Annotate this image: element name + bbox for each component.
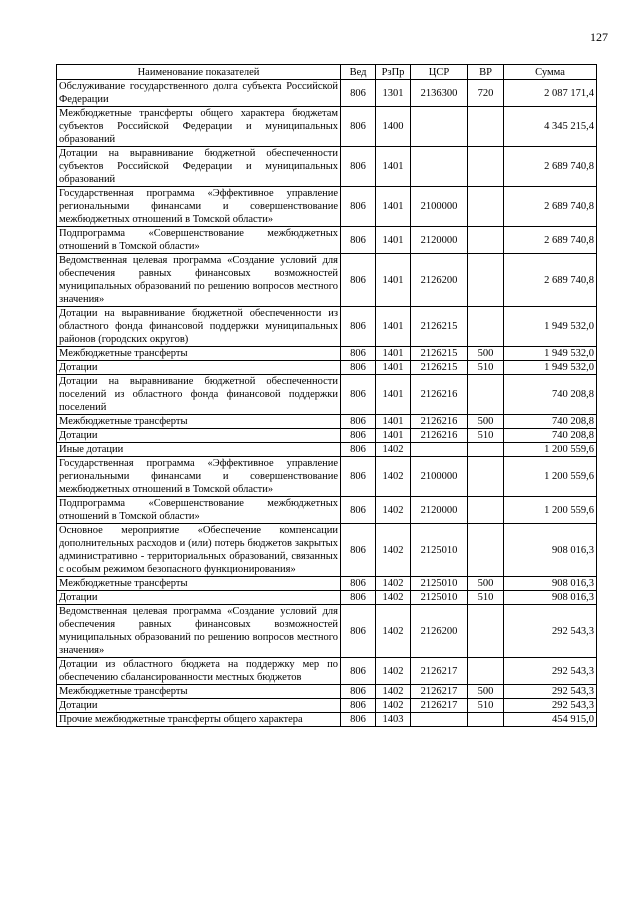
cell-csr: 2100000 [411, 457, 468, 497]
cell-ved: 806 [341, 591, 376, 605]
cell-ved: 806 [341, 375, 376, 415]
cell-csr [411, 107, 468, 147]
cell-sum: 1 949 532,0 [504, 347, 597, 361]
table-row [57, 429, 597, 443]
cell-rzpr: 1403 [376, 713, 411, 727]
table-row [57, 577, 597, 591]
cell-vr [468, 713, 504, 727]
cell-name: Межбюджетные трансферты [57, 347, 341, 361]
cell-csr: 2126215 [411, 347, 468, 361]
table-row [57, 605, 597, 658]
cell-csr: 2126215 [411, 361, 468, 375]
cell-ved: 806 [341, 605, 376, 658]
cell-ved: 806 [341, 187, 376, 227]
cell-sum: 908 016,3 [504, 577, 597, 591]
cell-name: Дотации на выравнивание бюджетной обеспеченности субъектов Российской Федерации и муниципальных образований [57, 147, 341, 187]
cell-csr: 2120000 [411, 227, 468, 254]
cell-ved: 806 [341, 254, 376, 307]
cell-rzpr: 1402 [376, 605, 411, 658]
cell-sum: 292 543,3 [504, 658, 597, 685]
cell-rzpr: 1401 [376, 227, 411, 254]
table-row [57, 443, 597, 457]
cell-csr: 2125010 [411, 591, 468, 605]
cell-csr: 2120000 [411, 497, 468, 524]
cell-name: Подпрограмма «Совершенствование межбюджетных отношений в Томской области» [57, 497, 341, 524]
cell-name: Государственная программа «Эффективное управление региональными финансами и совершенствование межбюджетных отношений в Томской области» [57, 187, 341, 227]
cell-vr: 500 [468, 577, 504, 591]
cell-vr: 720 [468, 80, 504, 107]
cell-ved: 806 [341, 713, 376, 727]
cell-sum: 292 543,3 [504, 605, 597, 658]
table-row [57, 347, 597, 361]
cell-csr: 2126216 [411, 415, 468, 429]
cell-rzpr: 1402 [376, 591, 411, 605]
header-rzpr: РзПр [376, 65, 411, 80]
cell-vr [468, 457, 504, 497]
cell-csr [411, 713, 468, 727]
cell-sum: 1 200 559,6 [504, 457, 597, 497]
cell-csr: 2126216 [411, 429, 468, 443]
cell-sum: 292 543,3 [504, 685, 597, 699]
cell-vr [468, 443, 504, 457]
cell-name: Прочие межбюджетные трансферты общего характера [57, 713, 341, 727]
cell-rzpr: 1402 [376, 685, 411, 699]
cell-sum: 1 949 532,0 [504, 307, 597, 347]
cell-sum: 1 949 532,0 [504, 361, 597, 375]
cell-vr: 500 [468, 685, 504, 699]
table-row [57, 713, 597, 727]
cell-vr [468, 227, 504, 254]
cell-name: Дотации из областного бюджета на поддержку мер по обеспечению сбалансированности местных бюджетов [57, 658, 341, 685]
cell-ved: 806 [341, 307, 376, 347]
table-row [57, 591, 597, 605]
cell-csr: 2126200 [411, 254, 468, 307]
cell-name: Дотации на выравнивание бюджетной обеспеченности из областного фонда финансовой поддержки муниципальных районов (городских округов) [57, 307, 341, 347]
table-row [57, 187, 597, 227]
cell-rzpr: 1401 [376, 307, 411, 347]
cell-name: Основное мероприятие «Обеспечение компенсации дополнительных расходов и (или) потерь бюджетов закрытых административно - территориальных образований, связанных с особым режимом безопасного функционирования» [57, 524, 341, 577]
cell-rzpr: 1401 [376, 147, 411, 187]
cell-sum: 740 208,8 [504, 429, 597, 443]
cell-ved: 806 [341, 361, 376, 375]
cell-vr: 510 [468, 361, 504, 375]
header-ved: Вед [341, 65, 376, 80]
cell-ved: 806 [341, 658, 376, 685]
cell-sum: 740 208,8 [504, 375, 597, 415]
table-header-row [57, 65, 597, 80]
cell-rzpr: 1402 [376, 658, 411, 685]
cell-ved: 806 [341, 147, 376, 187]
cell-csr: 2126216 [411, 375, 468, 415]
cell-rzpr: 1402 [376, 443, 411, 457]
cell-csr: 2126215 [411, 307, 468, 347]
table-row [57, 107, 597, 147]
cell-rzpr: 1401 [376, 254, 411, 307]
cell-vr: 500 [468, 415, 504, 429]
cell-rzpr: 1402 [376, 524, 411, 577]
cell-vr: 510 [468, 429, 504, 443]
cell-name: Межбюджетные трансферты [57, 415, 341, 429]
cell-vr: 510 [468, 591, 504, 605]
cell-name: Государственная программа «Эффективное управление региональными финансами и совершенствование межбюджетных отношений в Томской области» [57, 457, 341, 497]
cell-rzpr: 1301 [376, 80, 411, 107]
cell-ved: 806 [341, 415, 376, 429]
cell-rzpr: 1402 [376, 699, 411, 713]
cell-rzpr: 1400 [376, 107, 411, 147]
table-row [57, 227, 597, 254]
header-vr: ВР [468, 65, 504, 80]
cell-ved: 806 [341, 347, 376, 361]
cell-name: Дотации [57, 429, 341, 443]
cell-sum: 1 200 559,6 [504, 497, 597, 524]
cell-vr: 500 [468, 347, 504, 361]
cell-rzpr: 1401 [376, 415, 411, 429]
table-row [57, 415, 597, 429]
cell-name: Ведомственная целевая программа «Создание условий для обеспечения равных финансовых возможностей муниципальных образований по решению вопросов местного значения» [57, 254, 341, 307]
cell-csr: 2100000 [411, 187, 468, 227]
table-row [57, 685, 597, 699]
cell-rzpr: 1402 [376, 497, 411, 524]
table-body [57, 80, 597, 727]
cell-rzpr: 1401 [376, 187, 411, 227]
cell-ved: 806 [341, 80, 376, 107]
cell-name: Иные дотации [57, 443, 341, 457]
cell-name: Обслуживание государственного долга субъекта Российской Федерации [57, 80, 341, 107]
cell-vr [468, 658, 504, 685]
cell-ved: 806 [341, 443, 376, 457]
cell-csr: 2136300 [411, 80, 468, 107]
cell-csr: 2125010 [411, 577, 468, 591]
budget-table [56, 64, 597, 727]
cell-sum: 2 689 740,8 [504, 227, 597, 254]
cell-sum: 2 689 740,8 [504, 147, 597, 187]
cell-ved: 806 [341, 577, 376, 591]
cell-csr: 2126217 [411, 685, 468, 699]
cell-sum: 908 016,3 [504, 591, 597, 605]
cell-rzpr: 1401 [376, 429, 411, 443]
cell-ved: 806 [341, 524, 376, 577]
cell-ved: 806 [341, 497, 376, 524]
cell-name: Дотации [57, 591, 341, 605]
table-row [57, 497, 597, 524]
cell-vr: 510 [468, 699, 504, 713]
cell-vr [468, 375, 504, 415]
page-number: 127 [590, 30, 608, 44]
cell-vr [468, 107, 504, 147]
table-row [57, 307, 597, 347]
cell-name: Дотации на выравнивание бюджетной обеспеченности поселений из областного фонда финансовой поддержки поселений [57, 375, 341, 415]
table-row [57, 254, 597, 307]
cell-vr [468, 147, 504, 187]
cell-csr [411, 443, 468, 457]
cell-name: Подпрограмма «Совершенствование межбюджетных отношений в Томской области» [57, 227, 341, 254]
cell-rzpr: 1402 [376, 577, 411, 591]
table-row [57, 457, 597, 497]
cell-csr [411, 147, 468, 187]
cell-name: Межбюджетные трансферты общего характера бюджетам субъектов Российской Федерации и муниципальных образований [57, 107, 341, 147]
cell-sum: 908 016,3 [504, 524, 597, 577]
cell-vr [468, 524, 504, 577]
header-sum: Сумма [504, 65, 597, 80]
table-row [57, 361, 597, 375]
cell-name: Дотации [57, 361, 341, 375]
cell-sum: 454 915,0 [504, 713, 597, 727]
cell-sum: 1 200 559,6 [504, 443, 597, 457]
cell-name: Межбюджетные трансферты [57, 577, 341, 591]
table-row [57, 658, 597, 685]
cell-name: Межбюджетные трансферты [57, 685, 341, 699]
cell-rzpr: 1401 [376, 361, 411, 375]
cell-sum: 2 689 740,8 [504, 254, 597, 307]
table-row [57, 375, 597, 415]
cell-sum: 2 689 740,8 [504, 187, 597, 227]
cell-csr: 2125010 [411, 524, 468, 577]
cell-vr [468, 307, 504, 347]
cell-ved: 806 [341, 699, 376, 713]
cell-rzpr: 1402 [376, 457, 411, 497]
cell-csr: 2126217 [411, 658, 468, 685]
cell-csr: 2126217 [411, 699, 468, 713]
table-row [57, 80, 597, 107]
cell-ved: 806 [341, 457, 376, 497]
cell-vr [468, 497, 504, 524]
cell-vr [468, 605, 504, 658]
cell-sum: 2 087 171,4 [504, 80, 597, 107]
cell-csr: 2126200 [411, 605, 468, 658]
cell-ved: 806 [341, 227, 376, 254]
cell-sum: 292 543,3 [504, 699, 597, 713]
cell-rzpr: 1401 [376, 375, 411, 415]
table-row [57, 524, 597, 577]
header-csr: ЦСР [411, 65, 468, 80]
cell-vr [468, 187, 504, 227]
cell-name: Ведомственная целевая программа «Создание условий для обеспечения равных финансовых возможностей муниципальных образований по решению вопросов местного значения» [57, 605, 341, 658]
cell-sum: 740 208,8 [504, 415, 597, 429]
cell-sum: 4 345 215,4 [504, 107, 597, 147]
header-name: Наименование показателей [57, 65, 341, 80]
cell-vr [468, 254, 504, 307]
cell-ved: 806 [341, 685, 376, 699]
cell-ved: 806 [341, 107, 376, 147]
table-row [57, 147, 597, 187]
table-row [57, 699, 597, 713]
cell-name: Дотации [57, 699, 341, 713]
cell-ved: 806 [341, 429, 376, 443]
cell-rzpr: 1401 [376, 347, 411, 361]
